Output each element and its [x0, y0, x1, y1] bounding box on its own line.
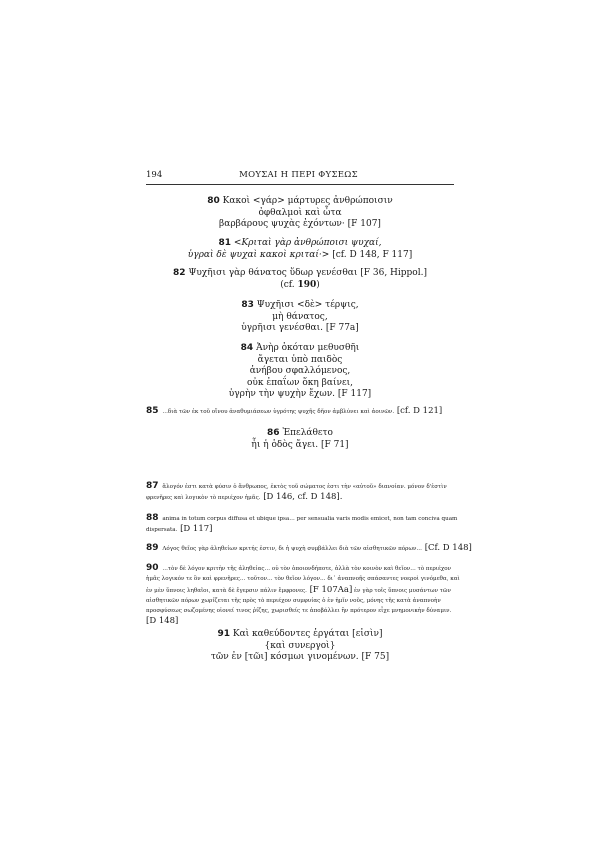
fragment-number: 81	[218, 238, 232, 248]
fragment-line: προσφύσεως σωζομένης οἱονεί τινος ῥίζης, χωρισθείς τε ἀποβάλλει ἣν πρότερον εἶχε μνημονικὴν δύναμιν.	[146, 608, 452, 615]
fragment-line: φρενῆρες καὶ λογικὸν τὸ περιέχον ἡμᾶς.	[146, 495, 261, 502]
fragment-86	[146, 428, 454, 451]
fragment-number: 90	[146, 563, 159, 573]
fragment-line: Ψυχῆισι <δὲ> τέρψις,	[256, 300, 359, 310]
fragment-line: Ψυχῆισι γὰρ θάνατος ὕδωρ γενέσθαι [F 36, Hippol.]	[188, 268, 427, 278]
fragment-number: 88	[146, 513, 159, 523]
fragment-line: οὐκ ἐπαΐων ὅκη βαίνει,	[246, 377, 354, 388]
fragment-reference: [cf. D 148, F 117]	[329, 249, 413, 260]
fragment-reference: [Cf. D 148]	[422, 543, 472, 553]
fragment-number: 91	[217, 629, 230, 639]
fragment-89	[146, 543, 472, 554]
fragment-reference: [D 117]	[177, 524, 213, 535]
fragment-line: ὑγραὶ δὲ ψυχαὶ κακοὶ κριταί·>	[187, 249, 330, 260]
page-number: 194	[146, 170, 163, 180]
running-title: ΜΟΥΣΑΙ Η ΠΕΡΙ ΦΥΣΕΩΣ	[239, 170, 358, 180]
fragment-reference: [D 146, cf. D 148].	[260, 492, 343, 503]
fragment-reference: [F 107Aa]	[306, 584, 353, 595]
fragment-number: 80	[207, 196, 220, 206]
fragment-80	[146, 196, 454, 231]
fragment-line: Καὶ καθεύδοντες ἐργάται [εἰσὶν]	[232, 629, 383, 639]
fragment-number: 89	[146, 543, 159, 553]
fragment-line: <Κριταὶ γὰρ ἀνθρώποισι ψυχαί,	[233, 238, 382, 248]
fragment-84	[146, 343, 454, 401]
fragment-line: ἄλογόν ἐστι κατὰ φύσιν ὁ ἄνθρωπος, ἐκτὸς τοῦ σώματος ἐστι τὴν «αὐτοῦ» διανοίαν. μόνον δ'ἐστὶν	[162, 484, 447, 490]
fragment-85	[146, 406, 454, 417]
fragment-82	[146, 268, 454, 291]
fragment-83	[146, 300, 454, 335]
fragment-line: ἐν γὰρ τοῖς ὕπνοις μυσάντων τῶν	[352, 587, 451, 594]
fragment-line: βαρβάρους ψυχὰς ἐχόντων· [F 107]	[219, 219, 381, 229]
fragment-line: τῶν ἐν [τῶι] κόσμωι γινομένων. [F 75]	[210, 652, 390, 662]
fragment-number: 85	[146, 406, 159, 416]
fragment-text: …διὰ τῶν ἐκ τοῦ οἴνου ἀναθυμιάσεων ὑγρότης ψυχῆς δῆον ἀμβλύνει καὶ ἀοινῶν.	[162, 409, 395, 415]
fragment-number: 82	[173, 268, 186, 278]
fragment-line: αἰσθητικῶν πόρων χωρίζεται τῆς πρὸς τὸ περιέχον συμφυίας ὁ ἐν ἡμῖν νοῦς, μόνης τῆς κατὰ ἀναπνοὴν	[146, 597, 441, 604]
fragment-line: ἐν μὲν ὕπνοις ληθαῖοι, κατὰ δὲ ἔγερσιν πάλιν ἔμφρονες.	[146, 587, 307, 594]
fragment-line: ἧι ἡ ὁδὸς ἄγει. [F 71]	[251, 439, 349, 450]
fragment-81	[146, 238, 454, 261]
fragment-line: anima in totum corpus diffusa et ubique ipsa… per sensualia varis modis emicet, non tam conciva quam	[162, 516, 458, 522]
fragment-reference: [D 148]	[146, 616, 179, 627]
fragment-88	[146, 513, 458, 536]
fragment-reference: [cf. D 121]	[394, 406, 443, 416]
fragment-line: ὑγρῆισι γενέσθαι. [F 77a]	[241, 323, 359, 333]
fragment-line: ἡμᾶς λογικόν τε ὂν καὶ φρενῆρες… τοῦτον… τὸν θεῖον λόγον… δι᾽ ἀναπνοῆς σπάσαντες νοεροὶ γινόμεθα, καὶ	[146, 576, 460, 583]
fragment-line: ὀφθαλμοὶ καὶ ὦτα	[258, 207, 342, 218]
fragment-number: 83	[241, 300, 254, 310]
running-header	[146, 168, 451, 182]
fragment-90	[146, 563, 460, 627]
fragment-line: ὑγρὴν τὴν ψυχὴν ἔχων. [F 117]	[228, 389, 372, 399]
fragment-line: μὴ θάνατος,	[272, 311, 328, 322]
fragment-line: ἄγεται ὑπὸ παιδὸς	[257, 354, 343, 365]
cross-ref-close: )	[316, 279, 320, 290]
fragment-number: 86	[267, 428, 280, 438]
cross-ref-number: 190	[297, 279, 317, 290]
fragment-number: 84	[240, 343, 254, 353]
fragment-91	[146, 629, 454, 664]
fragment-line: {καὶ συνεργοὶ}	[264, 640, 336, 651]
header-rule	[146, 184, 454, 185]
cross-ref-open: (cf.	[280, 279, 298, 290]
fragment-line: …τὸν δὲ λόγον κριτὴν τῆς ἀληθείας… οὐ τὸν ὁποιονδήποτε, ἀλλὰ τὸν κοινὸν καὶ θεῖον… τὸ περιέχον	[162, 566, 452, 572]
fragment-line: ἀνήβου σφαλλόμενος,	[249, 366, 351, 376]
fragment-87	[146, 481, 454, 504]
fragment-line: Κακοὶ <γάρ> μάρτυρες ἀνθρώποισιν	[222, 196, 393, 206]
fragment-number: 87	[146, 481, 159, 491]
fragment-line: dispersata.	[146, 527, 178, 534]
fragment-line: Ἀνὴρ ὁκόταν μεθυσθῆι	[256, 343, 360, 353]
fragment-line: Ἐπελάθετο	[282, 428, 333, 438]
fragment-text: Λόγος θεῖος γὰρ ἀληθείων κριτής ἐστιν, δι ἡ ψυχὴ συμβάλλει διὰ τῶν αἰσθητικῶν πόρων…	[162, 546, 423, 552]
